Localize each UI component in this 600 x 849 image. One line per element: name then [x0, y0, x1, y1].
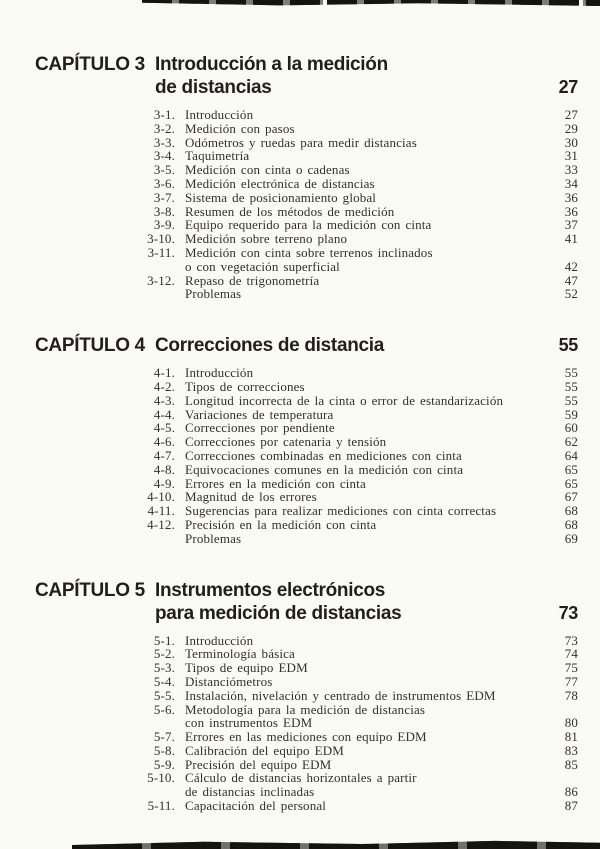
entry-number: 3-9.	[153, 217, 175, 233]
toc	[35, 53, 578, 813]
entry-title	[185, 435, 550, 449]
entry-page: 85	[564, 756, 578, 772]
entry-page: 27	[564, 107, 578, 122]
entry-title-line: Tipos de equipo EDM	[185, 660, 308, 676]
toc-entry	[35, 287, 578, 301]
chapter-title	[155, 53, 559, 99]
entry-page: 87	[564, 798, 578, 814]
entry-number: 3-2.	[153, 120, 175, 136]
toc-entry	[35, 136, 578, 150]
entry-page: 52	[564, 286, 578, 302]
chapter-page: 27	[558, 77, 578, 97]
entry-title-line: Metodología para la medición de distancias	[185, 701, 426, 717]
entry-number: 4-4.	[153, 406, 175, 422]
toc-entry	[35, 149, 578, 163]
toc-entry	[35, 421, 578, 435]
entry-number: 5-3.	[153, 660, 175, 676]
toc-entry	[35, 744, 578, 758]
entry-number: 3-10.	[147, 231, 175, 247]
entry-title-line: Precisión en la medición con cinta	[185, 516, 377, 532]
entry-page: 34	[564, 175, 578, 191]
entry-title	[185, 149, 550, 163]
entry-title-line: Correcciones por catenaria y tensión	[185, 434, 387, 450]
entry-page: 77	[564, 673, 578, 689]
toc-entry	[35, 246, 578, 274]
chapter-page: 55	[558, 335, 578, 356]
toc-entry	[35, 634, 578, 648]
entry-title	[185, 177, 550, 191]
chapter	[35, 579, 578, 813]
entry-page: 69	[564, 530, 578, 546]
entry-page: 47	[564, 272, 578, 288]
entry-title-line: Medición electrónica de distancias	[185, 175, 375, 191]
entry-title	[185, 703, 550, 731]
toc-entry	[35, 122, 578, 136]
entry-title	[185, 380, 550, 394]
entry-page: 59	[564, 406, 578, 422]
toc-entry	[35, 463, 578, 477]
toc-entry	[35, 394, 578, 408]
entry-title-line: Calibración del equipo EDM	[185, 742, 344, 758]
entry-title-line: Errores en las mediciones con equipo EDM	[185, 729, 427, 745]
entry-title-line: Errores en la medición con cinta	[185, 475, 366, 491]
entry-page: 83	[564, 742, 578, 758]
entry-page: 86	[564, 784, 578, 800]
entry-page: 60	[564, 420, 578, 436]
entry-title-line: Equivocaciones comunes en la medición con cinta	[185, 461, 464, 477]
toc-entry	[35, 518, 578, 532]
entry-title	[185, 108, 550, 122]
entry-number: 4-7.	[153, 447, 175, 463]
toc-entry	[35, 163, 578, 177]
entry-title-line: Problemas	[185, 286, 242, 302]
chapter-title-line: Instrumentos electrónicos	[155, 579, 386, 601]
entry-number: 5-5.	[153, 687, 175, 703]
chapter	[35, 53, 578, 301]
entry-number: 5-10.	[147, 770, 175, 786]
entry-title	[185, 366, 550, 380]
entry-title	[185, 477, 550, 491]
entry-number: 5-4.	[153, 673, 175, 689]
entry-number: 3-11.	[147, 244, 175, 260]
entry-title	[185, 136, 550, 150]
entry-title	[185, 647, 550, 661]
entry-title	[185, 675, 550, 689]
entry-number: 4-6.	[153, 434, 175, 450]
entry-number: 5-11.	[147, 798, 175, 814]
entry-number: 4-11.	[147, 503, 175, 519]
entry-number: 3-6.	[153, 175, 175, 191]
toc-entry	[35, 490, 578, 504]
chapter-heading	[35, 53, 578, 99]
toc-entry	[35, 532, 578, 546]
chapter-title	[155, 334, 559, 357]
entry-title	[185, 421, 550, 435]
entry-title-line: Longitud incorrecta de la cinta o error de estandarización	[185, 392, 504, 408]
toc-entry	[35, 108, 578, 122]
entry-title	[185, 758, 550, 772]
toc-entry	[35, 647, 578, 661]
entry-page: 55	[564, 392, 578, 408]
chapter-title-line: para medición de distancias	[155, 602, 402, 624]
entry-title-line: Repaso de trigonometría	[185, 272, 320, 288]
entry-page: 37	[564, 217, 578, 233]
entry-title-line: Sugerencias para realizar mediciones con cinta correctas	[185, 503, 497, 519]
toc-entry	[35, 232, 578, 246]
entry-title-line: Medición con cinta o cadenas	[185, 162, 350, 178]
entry-page: 62	[564, 434, 578, 450]
chapter-heading	[35, 334, 578, 357]
entry-title-line: Taquimetría	[185, 148, 250, 164]
entry-page: 78	[564, 687, 578, 703]
toc-entry	[35, 177, 578, 191]
entry-title	[185, 518, 550, 532]
entry-page: 75	[564, 660, 578, 676]
toc-entry	[35, 408, 578, 422]
entry-page: 36	[564, 203, 578, 219]
entry-title-line: Equipo requerido para la medición con cinta	[185, 217, 432, 233]
entry-number: 3-7.	[153, 189, 175, 205]
toc-entry	[35, 771, 578, 799]
entry-title	[185, 463, 550, 477]
entry-number: 5-7.	[153, 729, 175, 745]
entry-number: 5-1.	[153, 632, 175, 648]
entry-title-line: Resumen de los métodos de medición	[185, 203, 395, 219]
chapter-entries	[35, 634, 578, 813]
toc-entry	[35, 477, 578, 491]
entry-title	[185, 246, 550, 274]
entry-title	[185, 730, 550, 744]
entry-number: 3-5.	[153, 162, 175, 178]
entry-number: 4-12.	[147, 516, 175, 532]
entry-title	[185, 799, 550, 813]
entry-title-line: Introducción	[185, 107, 254, 122]
toc-entry	[35, 661, 578, 675]
entry-page: 42	[564, 258, 578, 274]
entry-title	[185, 122, 550, 136]
toc-entry	[35, 380, 578, 394]
chapter-label: CAPÍTULO 3	[35, 54, 145, 75]
entry-title	[185, 634, 550, 648]
entry-title	[185, 449, 550, 463]
entry-page: 74	[564, 646, 578, 662]
entry-title	[185, 408, 550, 422]
entry-title	[185, 274, 550, 288]
entry-page: 33	[564, 162, 578, 178]
toc-entry	[35, 689, 578, 703]
chapter-page: 73	[558, 602, 578, 623]
entry-title	[185, 744, 550, 758]
entry-title-line: Magnitud de los errores	[185, 489, 317, 505]
entry-title	[185, 689, 550, 703]
entry-title	[185, 205, 550, 219]
entry-number: 4-10.	[147, 489, 175, 505]
entry-title-line: Introducción	[185, 365, 254, 381]
entry-title	[185, 394, 550, 408]
entry-page: 64	[564, 447, 578, 463]
entry-title	[185, 191, 550, 205]
entry-title	[185, 490, 550, 504]
page-edge-artifact-top	[142, 0, 600, 6]
entry-title-line: Sistema de posicionamiento global	[185, 189, 377, 205]
entry-title-line: Medición con cinta sobre terrenos inclinados	[185, 244, 433, 260]
toc-entry	[35, 758, 578, 772]
entry-number: 5-2.	[153, 646, 175, 662]
entry-number: 3-8.	[153, 203, 175, 219]
toc-entry	[35, 799, 578, 813]
toc-entry	[35, 703, 578, 731]
entry-title-line: Instalación, nivelación y centrado de instrumentos EDM	[185, 687, 496, 703]
entry-page: 36	[564, 189, 578, 205]
entry-title	[185, 771, 550, 799]
entry-title-line: de distancias inclinadas	[185, 784, 315, 800]
entry-number: 5-9.	[153, 756, 175, 772]
entry-number: 4-1.	[153, 365, 175, 381]
entry-title	[185, 504, 550, 518]
entry-page: 55	[564, 378, 578, 394]
chapter-title-line: Introducción a la medición	[155, 54, 388, 75]
entry-title-line: Problemas	[185, 530, 242, 546]
toc-entry	[35, 449, 578, 463]
entry-title-line: Tipos de correcciones	[185, 378, 305, 394]
entry-title-line: Correcciones combinadas en mediciones con cinta	[185, 447, 462, 463]
entry-title-line: Correcciones por pendiente	[185, 420, 335, 436]
page-edge-artifact-bottom	[72, 840, 600, 849]
entry-number: 4-8.	[153, 461, 175, 477]
entry-title-line: Introducción	[185, 632, 254, 648]
entry-page: 65	[564, 475, 578, 491]
entry-page: 31	[564, 148, 578, 164]
entry-number: 3-1.	[153, 107, 175, 122]
entry-number: 5-6.	[153, 701, 175, 717]
entry-page: 30	[564, 134, 578, 150]
entry-page: 73	[564, 632, 578, 648]
chapter-label: CAPÍTULO 4	[35, 335, 145, 357]
entry-title	[185, 287, 550, 301]
chapter	[35, 334, 578, 545]
entry-number: 3-12.	[147, 272, 175, 288]
entry-number: 4-2.	[153, 378, 175, 394]
entry-title-line: con instrumentos EDM	[185, 715, 313, 731]
entry-title	[185, 232, 550, 246]
toc-entry	[35, 435, 578, 449]
entry-title-line: Odómetros y ruedas para medir distancias	[185, 134, 417, 150]
chapter-entries	[35, 108, 578, 301]
entry-number: 4-3.	[153, 392, 175, 408]
chapter-title-line: Correcciones de distancia	[155, 335, 385, 357]
entry-number: 4-5.	[153, 420, 175, 436]
chapter-entries	[35, 366, 578, 545]
entry-number: 3-4.	[153, 148, 175, 164]
entry-title-line: Capacitación del personal	[185, 798, 327, 814]
chapter-title-line: de distancias	[155, 77, 272, 98]
toc-entry	[35, 274, 578, 288]
chapter-title	[155, 579, 559, 625]
chapter-heading	[35, 579, 578, 625]
entry-title	[185, 163, 550, 177]
entry-title-line: Medición sobre terreno plano	[185, 231, 348, 247]
entry-page: 65	[564, 461, 578, 477]
entry-page: 68	[564, 503, 578, 519]
entry-page: 80	[564, 715, 578, 731]
entry-number: 5-8.	[153, 742, 175, 758]
entry-title-line: Terminología básica	[185, 646, 295, 662]
entry-page: 67	[564, 489, 578, 505]
entry-title-line: Medición con pasos	[185, 120, 295, 136]
entry-page: 29	[564, 120, 578, 136]
entry-number: 3-3.	[153, 134, 175, 150]
entry-title-line: Cálculo de distancias horizontales a partir	[185, 770, 417, 786]
toc-entry	[35, 191, 578, 205]
entry-title	[185, 218, 550, 232]
entry-page: 41	[564, 231, 578, 247]
entry-title	[185, 532, 550, 546]
entry-title	[185, 661, 550, 675]
entry-title-line: Precisión del equipo EDM	[185, 756, 332, 772]
entry-title-line: Distanciómetros	[185, 673, 273, 689]
toc-entry	[35, 730, 578, 744]
toc-entry	[35, 218, 578, 232]
entry-page: 68	[564, 516, 578, 532]
entry-page: 81	[564, 729, 578, 745]
entry-title-line: Variaciones de temperatura	[185, 406, 334, 422]
entry-number: 4-9.	[153, 475, 175, 491]
entry-title-line: o con vegetación superficial	[185, 258, 340, 274]
chapter-label: CAPÍTULO 5	[35, 579, 145, 601]
toc-entry	[35, 205, 578, 219]
entry-page: 55	[564, 365, 578, 381]
toc-entry	[35, 675, 578, 689]
toc-entry	[35, 504, 578, 518]
toc-entry	[35, 366, 578, 380]
